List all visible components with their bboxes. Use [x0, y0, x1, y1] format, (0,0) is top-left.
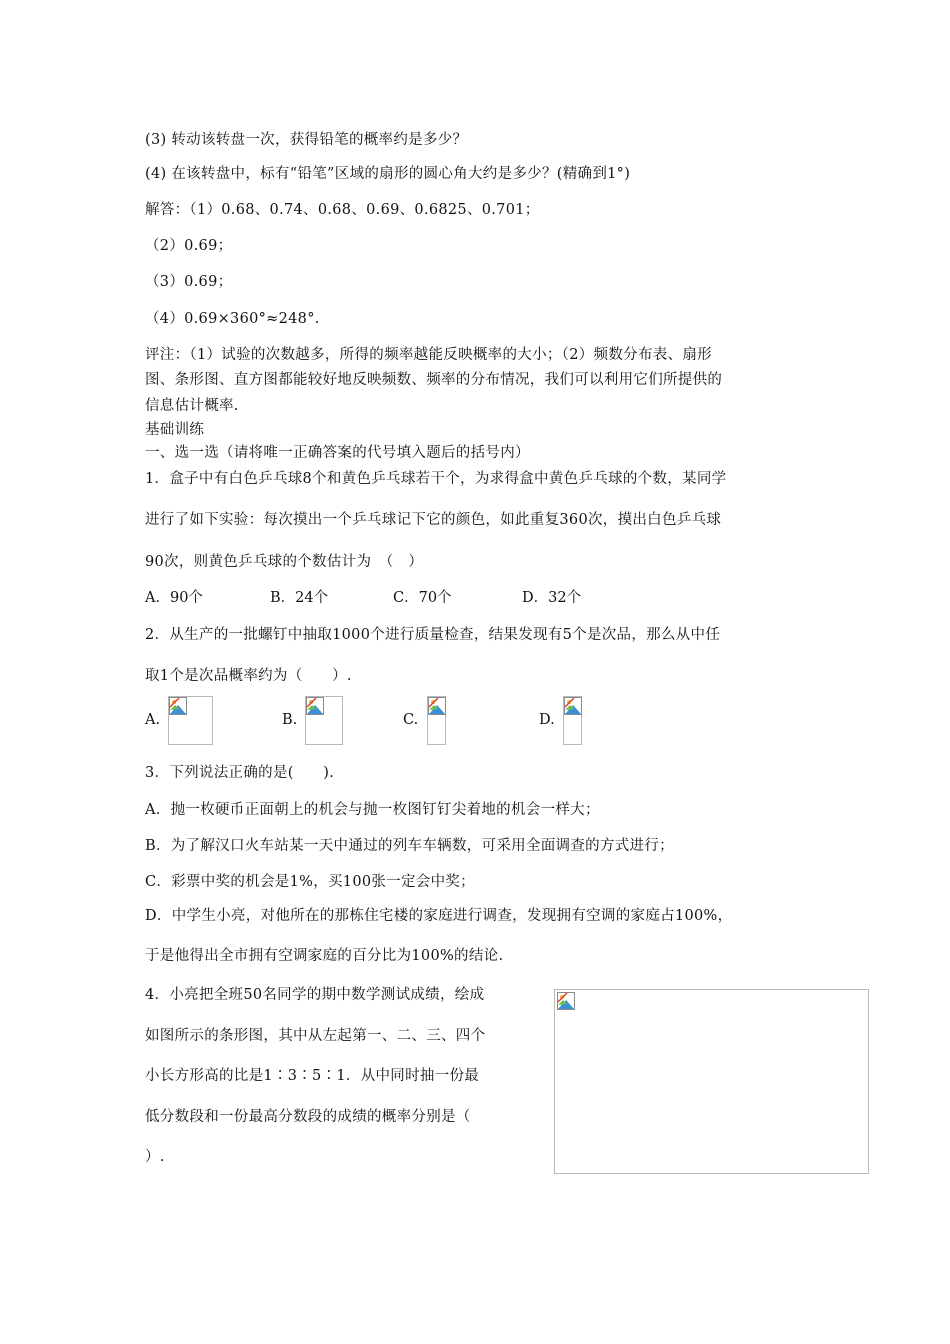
answer-line-3: （3）0.69； [145, 274, 233, 290]
problem-1-option-c: C．70个 [393, 590, 452, 606]
option-b-image [305, 696, 343, 745]
problem-3-option-a: A．抛一枚硬币正面朝上的机会与抛一枚图钉钉尖着地的机会一样大； [145, 802, 600, 818]
question-4-line: (4) 在该转盘中，标有“铅笔”区域的扇形的圆心角大约是多少？(精确到1°) [145, 166, 631, 182]
option-a-image [168, 696, 213, 745]
problem-4-line-e: ）. [145, 1149, 165, 1165]
problem-2-line-a: 2．从生产的一批螺钉中抽取1000个进行质量检查，结果发现有5个是次品，那么从中任 [145, 627, 721, 643]
problem-2-line-b: 取1个是次品概率约为（ ）. [145, 668, 352, 684]
broken-image-icon [564, 697, 582, 715]
answer-line-4: （4）0.69×360°≈248°. [145, 311, 320, 327]
comment-line-2: 图、条形图、直方图都能较好地反映频数、频率的分布情况，我们可以利用它们所提供的 [145, 372, 723, 388]
option-d-image [563, 696, 582, 745]
problem-2-option-d-label: D. [539, 712, 555, 728]
problem-1-option-d: D．32个 [522, 590, 582, 606]
problem-3-option-c: C．彩票中奖的机会是1%，买100张一定会中奖； [145, 874, 475, 890]
problem-3-option-d: D．中学生小亮，对他所在的那栋住宅楼的家庭进行调查，发现拥有空调的家庭占100%， [145, 908, 733, 924]
broken-image-icon [428, 697, 446, 715]
problem-3-option-b: B．为了解汉口火车站某一天中通过的列车车辆数，可采用全面调查的方式进行； [145, 838, 674, 854]
section-title: 基础训练 [145, 422, 205, 438]
broken-image-icon [169, 697, 187, 715]
problem-4-line-b: 如图所示的条形图，其中从左起第一、二、三、四个 [145, 1028, 486, 1044]
comment-line-3: 信息估计概率. [145, 398, 239, 414]
option-c-image [427, 696, 446, 745]
part-heading: 一、选一选（请将唯一正确答案的代号填入题后的括号内） [145, 445, 530, 461]
problem-1-option-b: B．24个 [270, 590, 329, 606]
problem-2-option-c-label: C. [403, 712, 419, 728]
bar-chart-figure-image [554, 989, 869, 1174]
problem-4-line-a: 4．小亮把全班50名同学的期中数学测试成绩，绘成 [145, 987, 485, 1003]
problem-4-line-d: 低分数段和一份最高分数段的成绩的概率分别是（ [145, 1109, 471, 1125]
question-3-line: (3) 转动该转盘一次，获得铅笔的概率约是多少？ [145, 132, 468, 148]
comment-line-1: 评注：（1）试验的次数越多，所得的频率越能反映概率的大小；（2）频数分布表、扇形 [145, 347, 712, 363]
problem-4-line-c: 小长方形高的比是1∶3∶5∶1．从中同时抽一份最 [145, 1068, 480, 1084]
broken-image-icon [306, 697, 324, 715]
problem-2-option-a-label: A. [145, 712, 161, 728]
problem-3-line: 3．下列说法正确的是( ). [145, 765, 335, 781]
problem-1-line-b: 进行了如下实验：每次摸出一个乒乓球记下它的颜色，如此重复360次，摸出白色乒乓球 [145, 512, 722, 528]
problem-1-line-a: 1．盒子中有白色乒乓球8个和黄色乒乓球若干个，为求得盒中黄色乒乓球的个数，某同学 [145, 471, 727, 487]
problem-3-option-d-cont: 于是他得出全市拥有空调家庭的百分比为100%的结论. [145, 948, 504, 964]
problem-1-option-a: A．90个 [145, 590, 203, 606]
answer-line-2: （2）0.69； [145, 238, 233, 254]
problem-1-line-c: 90次，则黄色乒乓球的个数估计为 （ ） [145, 554, 424, 570]
answer-line-1: 解答：（1）0.68、0.74、0.68、0.69、0.6825、0.701； [145, 202, 540, 218]
broken-image-icon [557, 992, 575, 1010]
problem-2-option-b-label: B. [282, 712, 298, 728]
